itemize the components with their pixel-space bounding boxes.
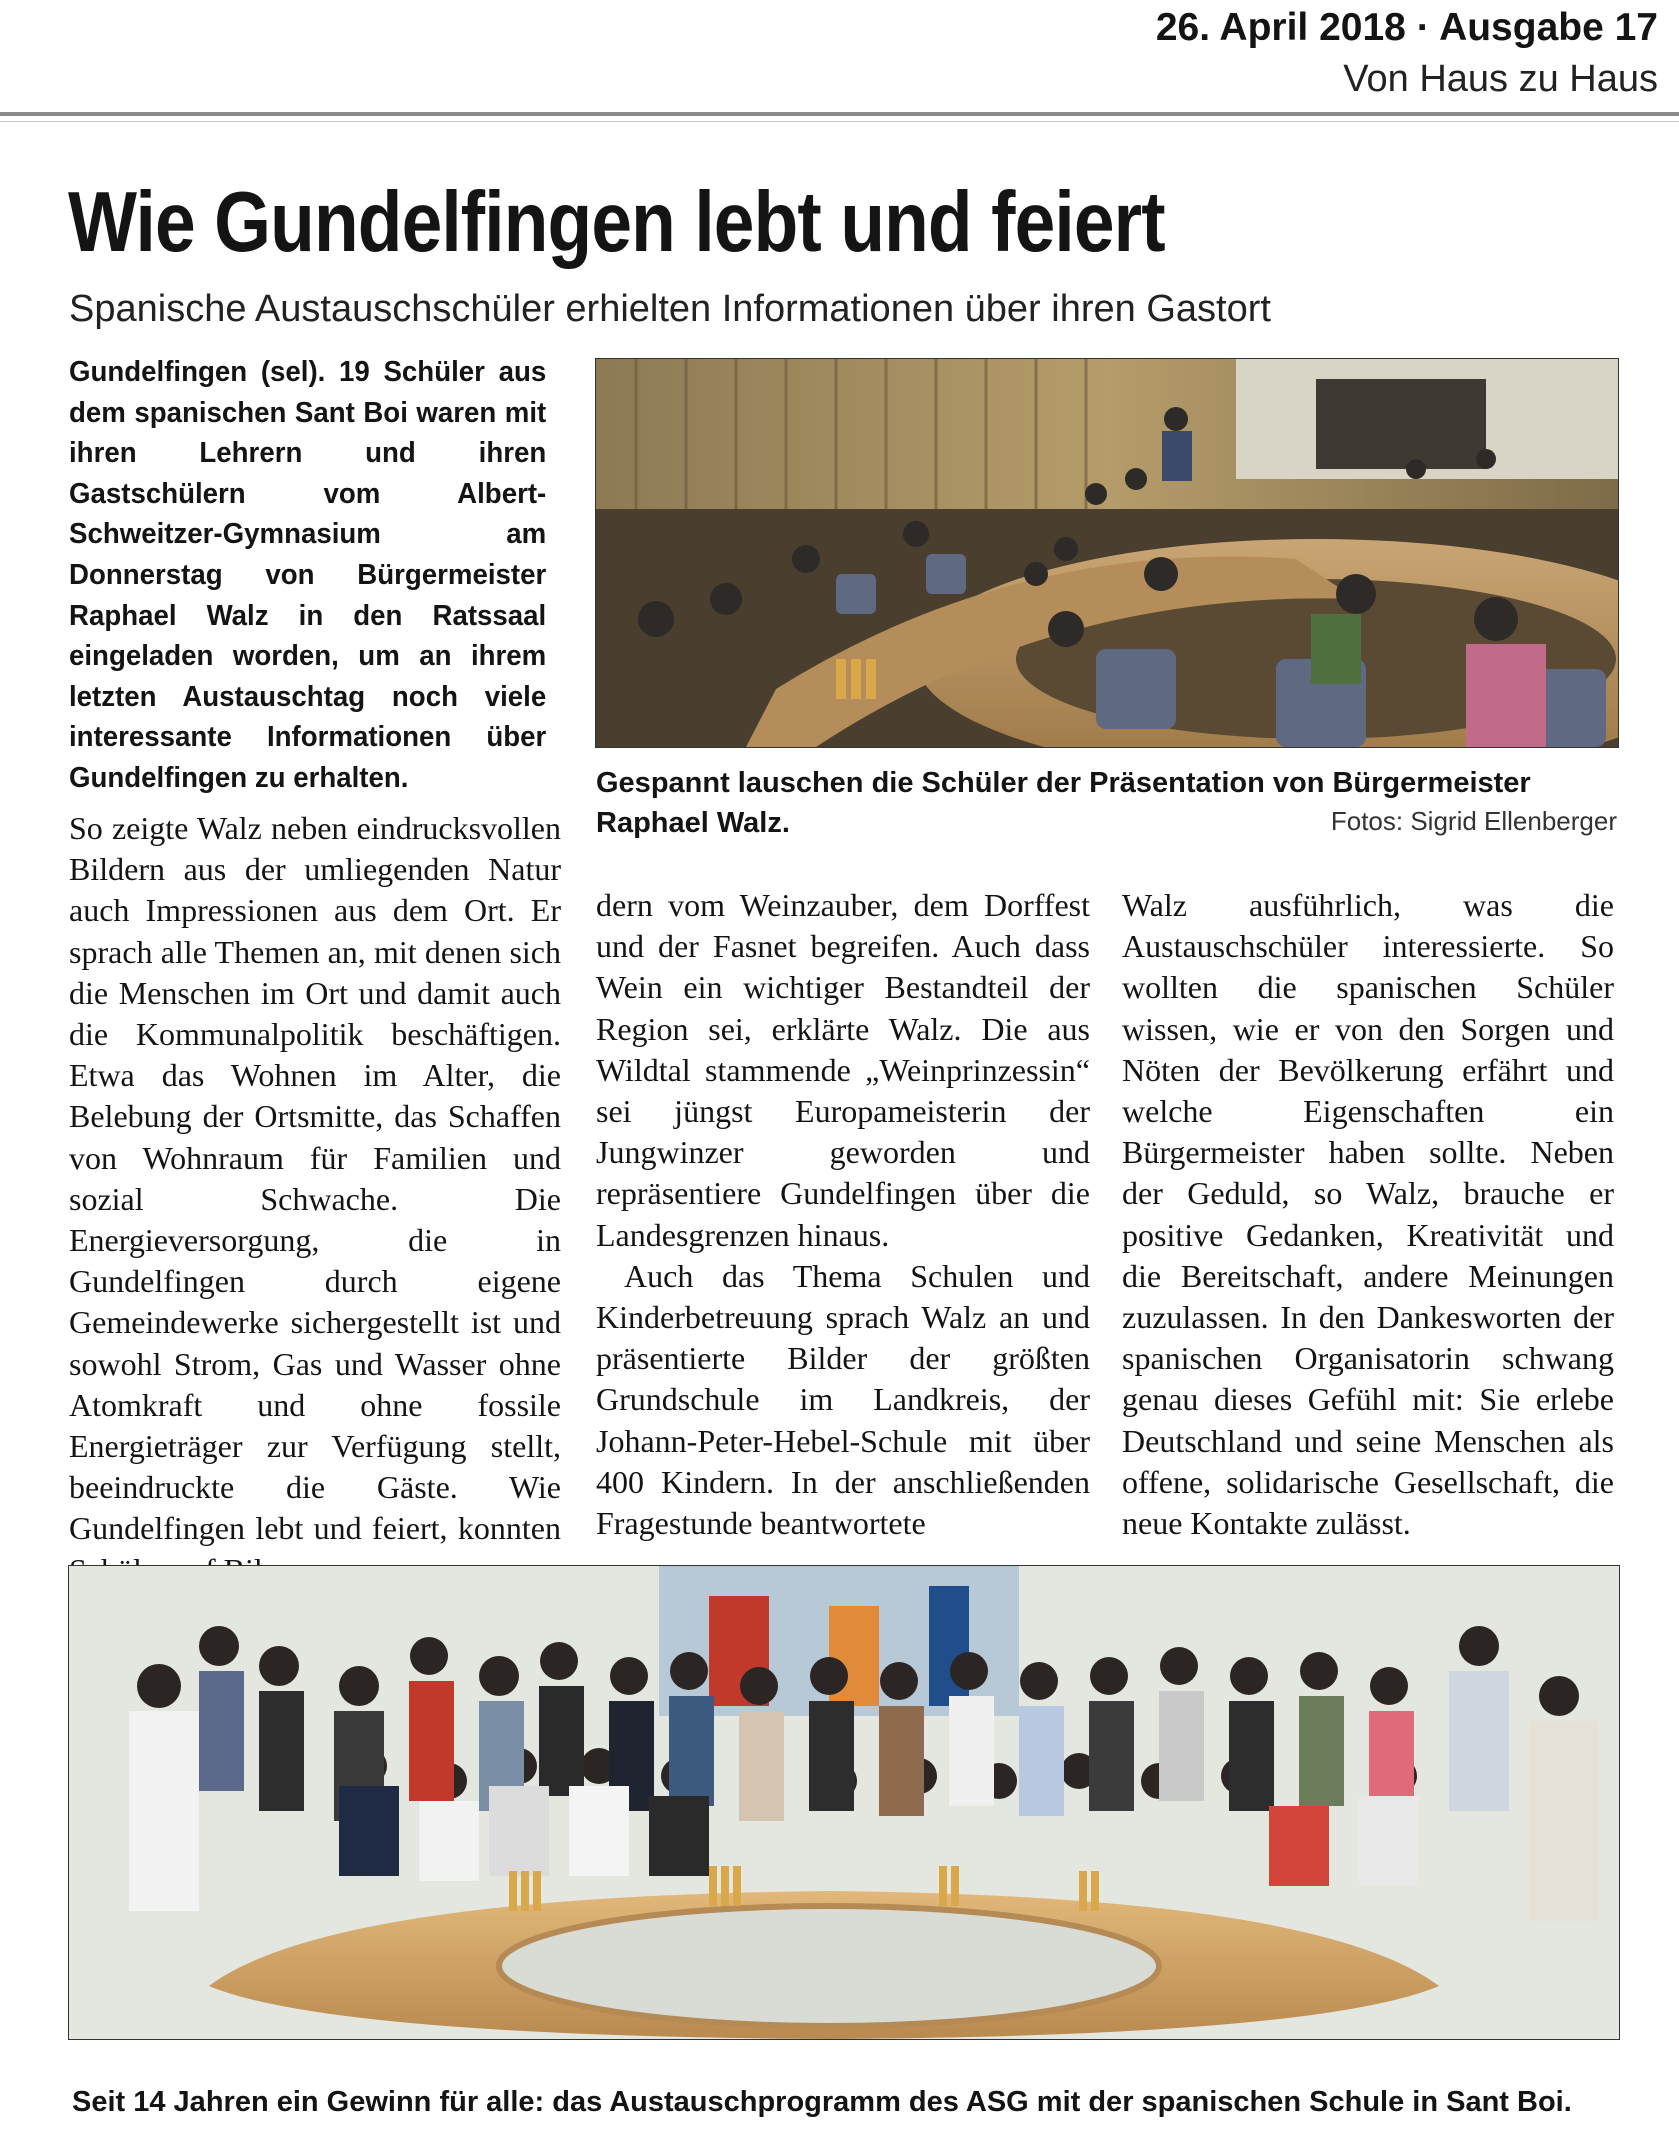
column-2-paragraph-1: dern vom Weinzauber, dem Dorffest und der Fasnet begreifen. Auch dass Wein ein wichtiger Bestandteil der Region sei, erklärte Walz. Die aus Wildtal stammende „Weinprinzessin“ sei jüngst Europameisterin der Jungwinzer geworden und repräsentiere Gundelfingen über die Landesgrenzen hinaus. xyxy=(596,887,1090,1253)
presentation-photo-caption: Gespannt lauschen die Schüler der Präsentation von Bürgermeister Raphael Walz. xyxy=(596,767,1531,839)
presentation-photo xyxy=(595,358,1619,748)
group-photo xyxy=(68,1565,1620,2040)
column-2-paragraph-2: Auch das Thema Schulen und Kinderbetreuung sprach Walz an und präsentierte Bilder der größten Grundschule im Landkreis, der Johann-Peter-Hebel-Schule mit über 400 Kindern. In der anschließenden Fragestunde beantwortete xyxy=(596,1257,1090,1542)
column-3-text: Walz ausführlich, was die Austauschschüler interessierte. So wollten die spanischen Schüler wissen, wie er von den Sorgen und Nöten der Bevölkerung erfährt und welche Eigenschaften ein Bürgermeister haben sollte. Neben der Geduld, so Walz, brauche er positive Gedanken, Kreativität und die Bereitschaft, andere Meinungen zuzulassen. In den Dankesworten der spanischen Organisatorin schwang genau dieses Gefühl mit: Sie erlebe Deutschland und seine Menschen als offene, solidarische Gesellschaft, die neue Kontakte zulässt. xyxy=(1122,887,1614,1542)
article-column-3 xyxy=(1122,885,1614,1544)
publication-name: Von Haus zu Haus xyxy=(1343,58,1658,100)
header-rule xyxy=(0,112,1679,116)
article-column-2 xyxy=(596,885,1090,1544)
article-column-1 xyxy=(69,808,561,1591)
article-lead: Gundelfingen (sel). 19 Schüler aus dem spanischen Sant Boi waren mit ihren Lehrern und ihren Gastschülern vom Albert-Schweitzer-Gymnasium am Donnerstag von Bürgermeister Raphael Walz in den Ratssaal eingeladen worden, um an ihrem letzten Austauschtag noch viele interessante Informationen über Gundelfingen zu erhalten. xyxy=(69,356,547,794)
photo-credit: Fotos: Sigrid Ellenberger xyxy=(1330,806,1617,836)
header-rule-thin xyxy=(0,121,1679,122)
article-headline: Wie Gundelfingen lebt und feiert xyxy=(68,175,1165,270)
issue-date: 26. April 2018 · Ausgabe 17 xyxy=(1155,6,1658,49)
column-1-text: So zeigte Walz neben eindrucksvollen Bildern aus der umliegenden Natur auch Impressionen aus dem Ort. Er sprach alle Themen an, mit denen sich die Menschen im Ort und damit auch die Kommunalpolitik beschäftigen. Etwa das Wohnen im Alter, die Belebung der Ortsmitte, das Schaffen von Wohnraum für Familien und sozial Schwache. Die Energieversorgung, die in Gundelfingen durch eigene Gemeindewerke sichergestellt ist und sowohl Strom, Gas und Wasser ohne Atomkraft und ohne fossile Energieträger zur Verfügung stellt, beeindruckte die Gäste. Wie Gundelfingen lebt und feiert, konnten xyxy=(69,810,561,1547)
group-photo-caption: Seit 14 Jahren ein Gewinn für alle: das Austauschprogramm des ASG mit der spanischen Schule in Sant Boi. xyxy=(72,2086,1572,2118)
article-subheadline: Spanische Austauschschüler erhielten Informationen über ihren Gastort xyxy=(69,288,1271,330)
